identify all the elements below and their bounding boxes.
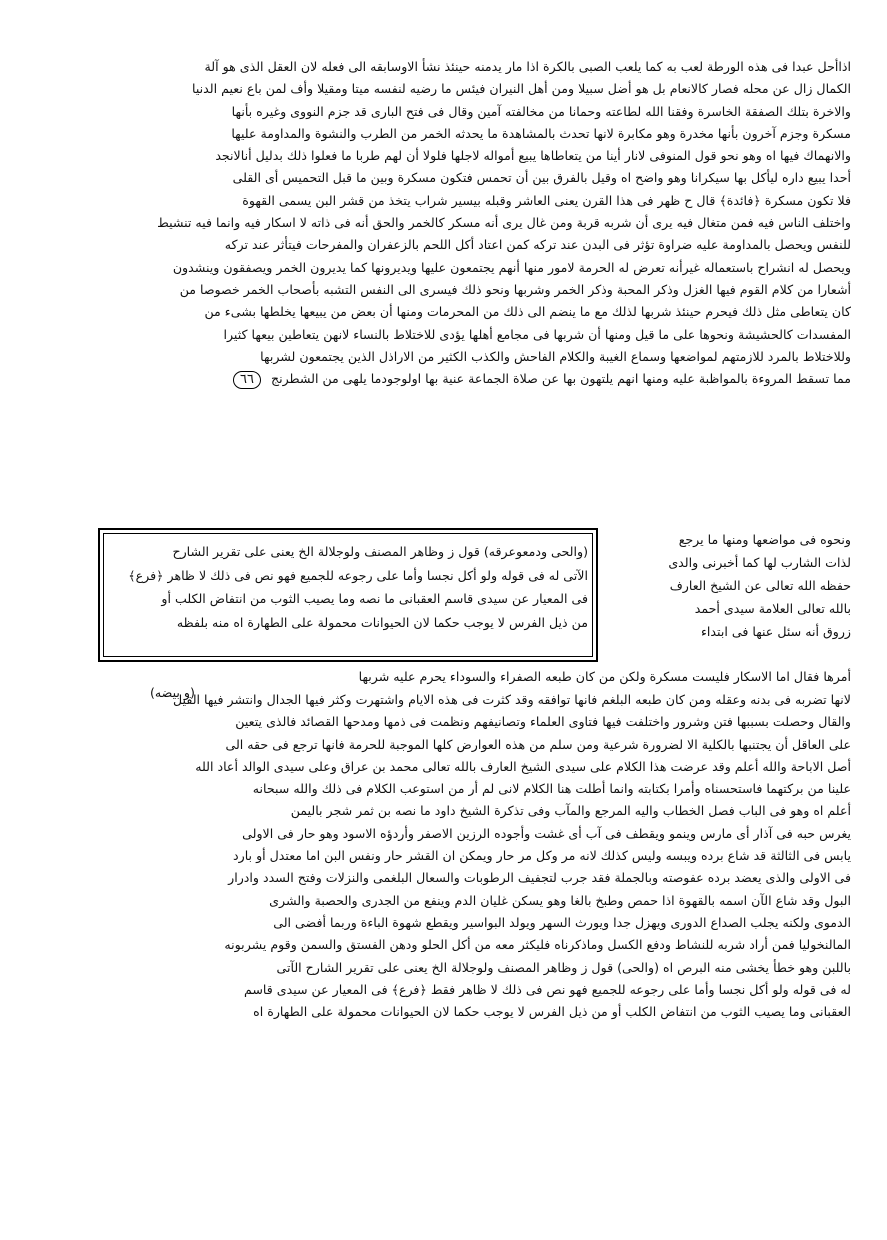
text-line: أشعارا من كلام القوم فيها الغزل وذكر المحبة وذكر الخمر وشربها ونحو ذلك فيسرى الى النفس التشبه بأصحاب الخمر خصوصا من <box>179 281 851 297</box>
text-line: أعلم اه وهو فى الباب فصل الخطاب واليه المرجع والمآب وفى تذكرة الشيخ داود ما نصه بن ثمر شجر باليمن <box>290 803 851 819</box>
text-line: أمرها فقال اما الاسكار فليست مسكرة ولكن من كان طبعه الصفراء والسوداء يحرم عليه شربها <box>358 669 851 684</box>
text-line: ويحصل له انشراح باستعماله غيرأنه تعرض له الحرمة لامور منها أنهم يجتمعون عليها ويديرونها كما يديرون الخمر ويصفقون وينشدون <box>172 259 851 275</box>
text-line: البول وقد شاع الآن اسمه بالقهوة اذا حمص وطبخ بالغا وهو يسكن غليان الدم وينفع من الجدرى والحصبة والشرى <box>269 892 851 908</box>
text-line: العقبانى وما يصيب الثوب من انتفاض الكلب أو من ذيل الفرس لا يوجب حكما لان الحيوانات محمولة على الطهارة اه <box>253 1004 851 1020</box>
text-line: أصل الاباحة والله أعلم وقد عرضت هذا الكلام على سيدى الشيخ العارف بالله تعالى محمد بن عراق وعلى سيدى الوالد أعاد الله <box>195 758 851 774</box>
text-line: (والحى ودمعوعرقه) قول ز وظاهر المصنف ولوجلالة الخ يعنى على تقرير الشارح <box>172 544 588 559</box>
text-line: علينا من بركتهما فاستحسناه وأمرا بكتابته وانما أطلت هنا الكلام لانى لم أر من استوعب الكلام فى ذلك والله سبحانه <box>252 781 851 797</box>
text-line: يابس فى الثالثة قد شاع برده ويبسه وليس كذلك لانه مر وكل مر حار ويمكن ان القشر حار ونفس البن اما معتدل أو بارد <box>233 848 851 864</box>
text-line-fragment: مما تسقط المروءة بالمواظبة عليه ومنها انهم يلتهون بها عن صلاة الجماعة عنية بها اولوجودما يلهى من الشطرنج <box>270 371 851 387</box>
text-line: الكمال زال عن محله فصار كالانعام بل هو أضل سبيلا ومن أهل النيران فيئس ما رضيه لنفسه ميتا ومقيلا وأف لمن باع نعيم الدنيا <box>192 81 851 97</box>
side-column-text <box>593 528 851 643</box>
page-number: ٦٦ <box>233 371 261 389</box>
text-line: لذات الشارب لها كما أخبرنى والدى <box>668 555 851 570</box>
text-line: حفظه الله تعالى عن الشيخ العارف <box>669 578 851 593</box>
text-line-with-page-number <box>100 368 851 390</box>
text-line: الدموى ولكنه يجلب الصداع الدورى ويهزل جدا ويورث السهر ويولد البواسير ويقطع شهوة الباءة وربما أفضى الى <box>273 914 851 930</box>
text-line: المالنخوليا فمن أراد شربه للنشاط ودفع الكسل وماذكرناه فليكثر معه من أكل الحلو ودهن الفستق والسمن وقوم يشربونه <box>224 937 851 953</box>
text-line: واختلف الناس فيه فمن متغال فيه يرى أن شربه قربة ومن غال يرى أنه مسكر كالخمر والحق أنه فى ذاته لا اسكار فيه وانما فيه تنشيط <box>157 215 851 231</box>
text-line: له فى قوله ولو أكل نجسا وأما على رجوعه للجميع فهو نص فى ذلك لا ظاهر فقط ﴿فرع﴾ فى المعيار عن سيدى قاسم <box>243 981 851 997</box>
text-line: زروق أنه سئل عنها فى ابتداء <box>701 624 851 639</box>
text-line: فلا تكون مسكرة ﴿فائدة﴾ قال ح ظهر فى هذا القرن يعنى العاشر وقبله بيسير شراب يتخذ من قشر البن يسمى القهوة <box>242 192 851 208</box>
text-line: بالله تعالى العلامة سيدى أحمد <box>694 601 851 616</box>
text-line: يغرس حبه فى آذار أى مارس وينمو ويقطف فى آب أى غشت وأجوده الرزين الاصفر وأردؤه الاسود وهو حار فى الاولى <box>242 825 851 841</box>
text-line: ونحوه فى مواضعها ومنها ما يرجع <box>678 532 851 547</box>
text-line: باللبن وهو خطأ يخشى منه البرص اه (والحى) قول ز وظاهر المصنف ولوجلالة الخ يعنى على تقرير الشارح الآتى <box>276 959 851 975</box>
text-line: للنفس ويحصل بالمداومة عليه ضراوة تؤثر فى البدن عند تركه كمن اعتاد أكل اللحم بالزعفران والمفرحات فيتأثر عند تركه <box>224 237 851 253</box>
text-line: المفسدات كالحشيشة ونحوها على ما قيل ومنها أن شربها فى مجامع أهلها يؤدى للاختلاط بالنساء لانهن يتعاطين بيعها كثيرا <box>223 326 851 342</box>
text-line: لانها تضربه فى بدنه وعقله ومن كان طبعه البلغم فانها توافقه وقد كثرت فى هذه الايام واشتهرت وكثر فيها الجدال وانتشر فيها القيل <box>172 692 851 707</box>
text-line: والانهماك فيها اه وهو نحو قول المنوفى لانار أينا من يتعاطاها يبيع أمواله لاجلها فلولا أن لهم طربا ما فعلوا ذلك بدليل أنالانجد <box>215 148 851 164</box>
text-line: كان يتعاطى مثل ذلك فيحرم حينئذ شربها لذلك مع ما ينضم الى ذلك من المحرمات ومنها أن بعض من يبيعها يخلطها بشىء من <box>204 304 851 320</box>
text-line: والاخرة بتلك الصفقة الخاسرة وفقنا الله لطاعته وحمانا من مخالفته آمين وقال فى فتح البارى قد جزم النووى وغيره بأنها <box>231 103 851 119</box>
margin-note-box <box>98 528 598 662</box>
text-line: من ذيل الفرس لا يوجب حكما لان الحيوانات محمولة على الطهارة اه منه بلفظه <box>176 614 588 630</box>
text-line: فى المعيار عن سيدى قاسم العقبانى ما نصه وما يصيب الثوب من انتفاض الكلب أو <box>161 591 588 606</box>
text-line: أحدا يبيع داره ليأكل بها سيكرانا وهو واضح اه وقيل بالفرق بين أن تحمس فتكون مسكرة وبين ما قبل التحميس أى القلى <box>232 170 851 186</box>
text-line: والقال وحصلت بسببها فتن وشرور واختلفت فيها فتاوى العلماء وتصانيفهم ونظمت فى ذمها ومدحها القصائد فالذى يتعين <box>235 714 851 730</box>
catchword: (و بيضه) <box>150 685 195 700</box>
text-line: الآتى له فى قوله ولو أكل نجسا وأما على رجوعه للجميع فهو نص فى ذلك لا ظاهر ﴿فرع﴾ <box>128 567 588 583</box>
text-line: على العاقل أن يجتنبها بالكلية الا لضرورة شرعية ومن سلم من هذه العوارض كلها الموجبة للحرمة فانها ترجع فى حقه الى <box>225 736 851 752</box>
text-line: مسكرة وجزم آخرون بأنها مخدرة وهو مكابرة لانها تحدث بالمشاهدة ما يحدثه الخمر من الطرب والنشوة والمداومة عليها <box>231 125 851 141</box>
text-line: اذاأحل عبدا فى هذه الورطة لعب به كما يلعب الصبى بالكرة اذا مار يدمنه حينئذ نشأ الاوسابقه الى فعله لان العقل الذى هو آلة <box>204 59 851 74</box>
text-line: فى الاولى والذى يعضد برده عفوصته وبالجملة فقد جرب لتجفيف الرطوبات والسعال البلغمى والنزلات وفتح السدد وادرار <box>228 870 851 886</box>
main-text-top <box>100 56 851 390</box>
margin-note-text <box>108 540 588 634</box>
text-line: وللاختلاط بالمرد للازمتهم لمواضعها وسماع الغيبة والكلام الفاحش والكذب الكثير من الاراذل الذين يجتمعون لشربها <box>260 348 851 364</box>
main-text-bottom <box>100 689 851 1023</box>
